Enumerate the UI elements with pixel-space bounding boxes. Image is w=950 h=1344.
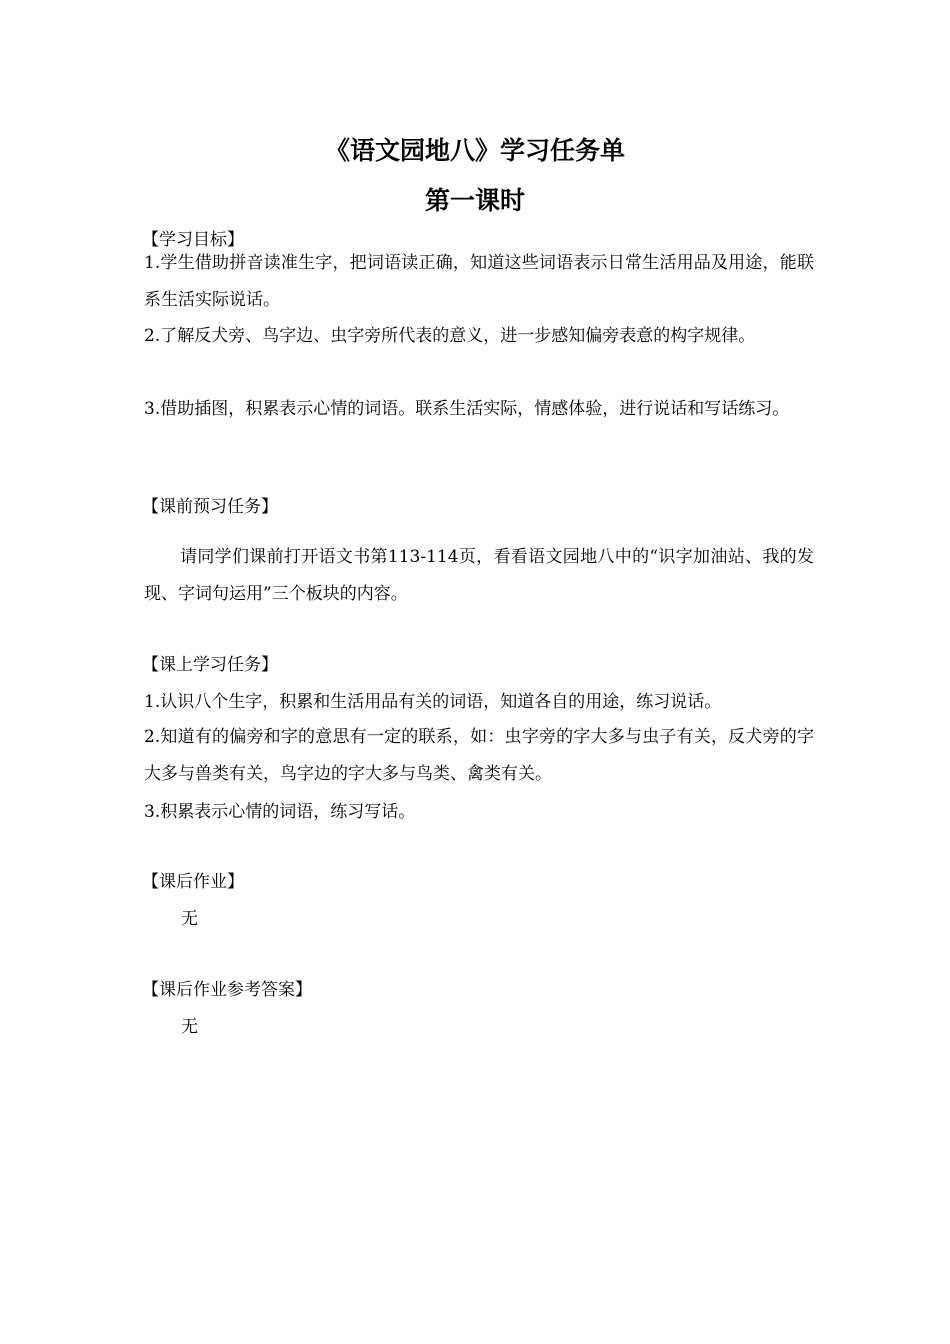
answers-text: 无 bbox=[181, 1017, 198, 1037]
in-class-heading: 【课上学习任务】 bbox=[142, 655, 278, 675]
in-class-item: 2.知道有的偏旁和字的意思有一定的联系，如：虫字旁的字大多与虫子有关，反犬旁的字大多与兽类有关，鸟字边的字大多与鸟类、禽类有关。 bbox=[144, 727, 814, 784]
objective-item: 2.了解反犬旁、鸟字边、虫字旁所代表的意义，进一步感知偏旁表意的构字规律。 bbox=[144, 326, 756, 346]
answers-heading: 【课后作业参考答案】 bbox=[142, 980, 312, 1000]
objective-item: 1.学生借助拼音读准生字，把词语读正确，知道这些词语表示日常生活用品及用途，能联系生活实际说话。 bbox=[144, 253, 814, 310]
homework-text: 无 bbox=[181, 909, 198, 929]
in-class-item: 3.积累表示心情的词语，练习写话。 bbox=[144, 802, 416, 822]
objective-item: 3.借助插图，积累表示心情的词语。联系生活实际，情感体验，进行说话和写话练习。 bbox=[144, 399, 790, 419]
preview-text: 请同学们课前打开语文书第113-114页，看看语文园地八中的“识字加油站、我的发现、字词句运用”三个板块的内容。 bbox=[144, 547, 814, 604]
document-title: 《语文园地八》学习任务单 bbox=[324, 136, 625, 165]
document-subtitle: 第一课时 bbox=[424, 186, 525, 215]
preview-heading: 【课前预习任务】 bbox=[142, 497, 278, 517]
homework-heading: 【课后作业】 bbox=[142, 872, 244, 892]
in-class-item: 1.认识八个生字，积累和生活用品有关的词语，知道各自的用途，练习说话。 bbox=[144, 692, 722, 712]
objectives-heading: 【学习目标】 bbox=[142, 230, 244, 250]
